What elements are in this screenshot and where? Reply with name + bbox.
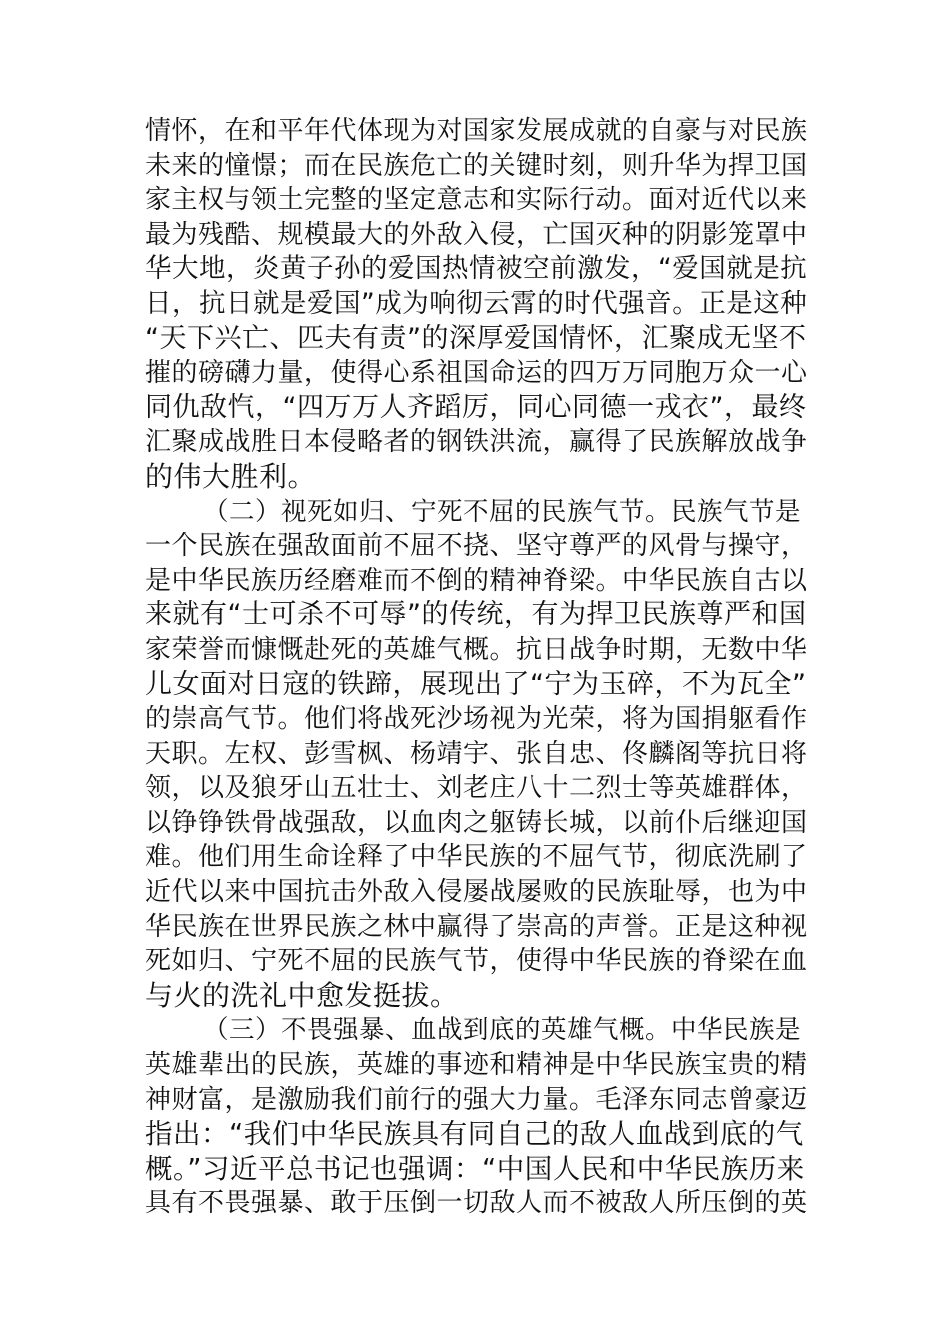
text-line: [145, 287, 810, 322]
text-line-content: 一个民族在强敌面前不屈不挠、坚守尊严的风骨与操守，: [145, 531, 808, 562]
text-line: [145, 944, 810, 979]
text-line: [145, 840, 810, 875]
text-line: [145, 183, 810, 218]
text-line: [145, 771, 810, 806]
text-line-content: 与火的洗礼中愈发挺拔。: [145, 978, 459, 1012]
text-line-content: 未来的憧憬；而在民族危亡的关键时刻，则升华为捍卫国: [145, 150, 808, 181]
text-line: [145, 460, 810, 495]
body-text: [145, 114, 810, 1221]
text-line: [145, 668, 810, 703]
text-line-content: 摧的磅礴力量，使得心系祖国命运的四万万同胞万众一心: [145, 358, 808, 389]
text-line: [145, 598, 810, 633]
text-line-content: 以铮铮铁骨战强敌，以血肉之躯铸长城，以前仆后继迎国: [145, 807, 808, 838]
text-line: [145, 1048, 810, 1083]
text-line: [145, 737, 810, 772]
text-line: [145, 114, 810, 149]
text-line: [145, 218, 810, 253]
text-line: [145, 806, 810, 841]
text-line: [145, 391, 810, 426]
text-line: [145, 425, 810, 460]
text-line-content: 英雄辈出的民族，英雄的事迹和精神是中华民族宝贵的精: [145, 1050, 808, 1081]
text-line-content: 天职。左权、彭雪枫、杨靖宇、张自忠、佟麟阁等抗日将: [145, 738, 808, 769]
text-line: [145, 322, 810, 357]
text-line-content: 神财富，是激励我们前行的强大力量。毛泽东同志曾豪迈: [145, 1084, 808, 1115]
text-line-content: 家荣誉而慷慨赴死的英雄气概。抗日战争时期，无数中华: [145, 634, 808, 665]
text-line-content: 华大地，炎黄子孙的爱国热情被空前激发，“爱国就是抗: [145, 253, 808, 285]
text-line-content: 概。”习近平总书记也强调：“中国人民和中华民族历来: [145, 1152, 805, 1185]
text-line: [145, 1186, 810, 1221]
text-line: [145, 149, 810, 184]
text-line-content: 近代以来中国抗击外敌入侵屡战屡败的民族耻辱，也为中: [145, 877, 808, 908]
text-line-content: 华民族在世界民族之林中赢得了崇高的声誉。正是这种视: [145, 911, 808, 942]
text-line: [145, 529, 810, 564]
text-line-content: 来就有“士可杀不可辱”的传统，有为捍卫民族尊严和国: [145, 599, 807, 631]
text-line-content: （三）不畏强暴、血战到底的英雄气概。中华民族是: [203, 1015, 802, 1046]
text-line: [145, 910, 810, 945]
text-line-content: （二）视死如归、宁死不屈的民族气节。民族气节是: [203, 496, 802, 527]
text-line-content: 具有不畏强暴、敢于压倒一切敌人而不被敌人所压倒的英: [145, 1188, 808, 1219]
text-line: [145, 979, 810, 1014]
text-line: [145, 1152, 810, 1187]
text-line: [145, 633, 810, 668]
text-line-content: 难。他们用生命诠释了中华民族的不屈气节，彻底洗刷了: [145, 842, 808, 873]
text-line-content: 的伟大胜利。: [145, 459, 317, 493]
text-line-content: “天下兴亡、匹夫有责”的深厚爱国情怀，汇聚成无坚不: [145, 322, 807, 354]
text-line-content: 死如归、宁死不屈的民族气节，使得中华民族的脊梁在血: [145, 946, 808, 977]
text-line-content: 儿女面对日寇的铁蹄，展现出了“宁为玉碎，不为瓦全”: [145, 668, 807, 700]
text-line: [145, 356, 810, 391]
text-line-content: 是中华民族历经磨难而不倒的精神脊梁。中华民族自古以: [145, 565, 808, 596]
text-line-content: 汇聚成战胜日本侵略者的钢铁洪流，赢得了民族解放战争: [145, 427, 808, 458]
text-line: [145, 875, 810, 910]
text-line-content: 同仇敌忾，“四万万人齐蹈厉，同心同德一戎衣”，最终: [145, 391, 807, 423]
text-line-content: 家主权与领土完整的坚定意志和实际行动。面对近代以来: [145, 185, 808, 216]
text-line: [145, 1013, 810, 1048]
text-line-content: 指出：“我们中华民族具有同自己的敌人血战到底的气: [145, 1118, 804, 1151]
text-line: [145, 252, 810, 287]
text-line: [145, 564, 810, 599]
text-line: [145, 702, 810, 737]
text-line-content: 的崇高气节。他们将战死沙场视为光荣，将为国捐躯看作: [145, 704, 808, 735]
text-line-content: 领，以及狼牙山五壮士、刘老庄八十二烈士等英雄群体，: [145, 773, 808, 804]
text-line: [145, 1117, 810, 1152]
text-line-content: 日，抗日就是爱国”成为响彻云霄的时代强音。正是这种: [145, 287, 808, 319]
text-line-content: 最为残酷、规模最大的外敌入侵，亡国灭种的阴影笼罩中: [145, 219, 808, 250]
text-line: [145, 495, 810, 530]
text-line-content: 情怀，在和平年代体现为对国家发展成就的自豪与对民族: [145, 116, 808, 146]
text-line: [145, 1083, 810, 1118]
